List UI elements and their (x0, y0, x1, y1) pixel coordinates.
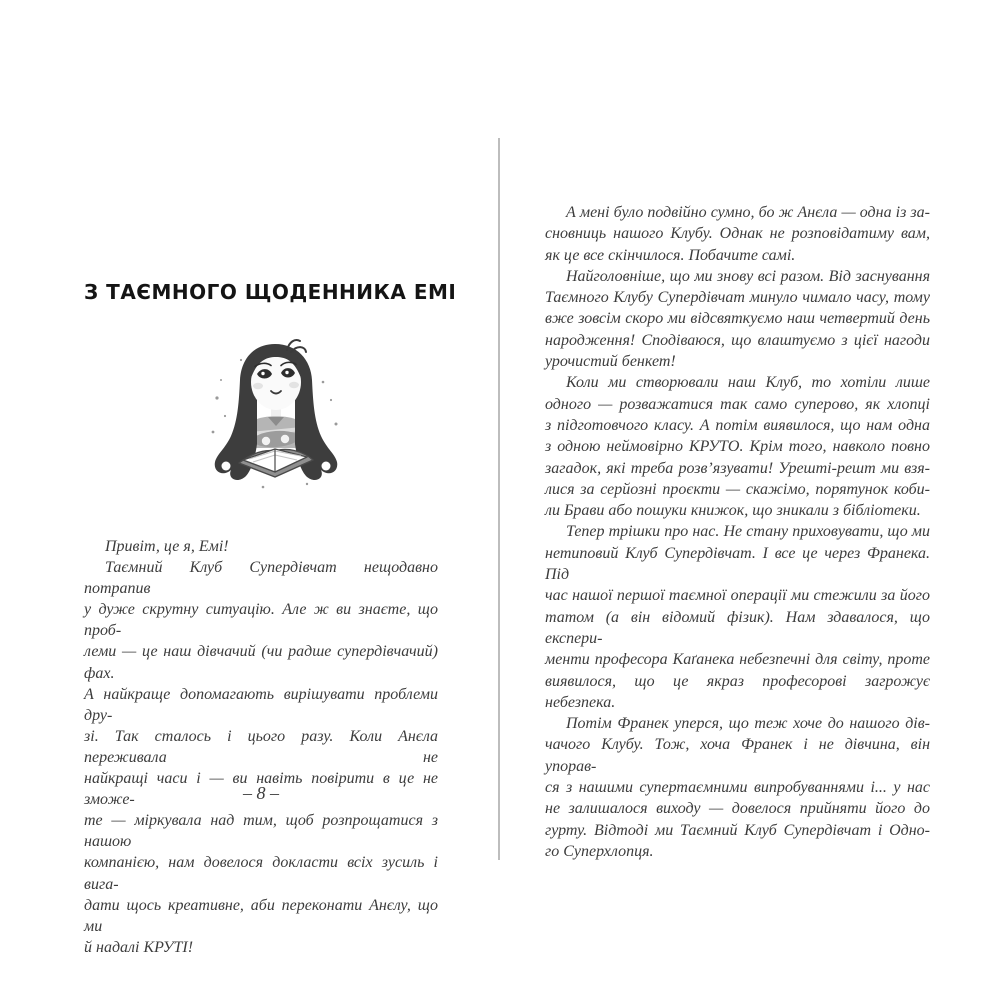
text-line: зі. Так сталось і цього разу. Коли Анєла переживала не (84, 727, 438, 766)
text-line: Таємного Клубу Супердівчат минуло чимало часу, тому (545, 289, 930, 307)
text-line: сновниць нашого Клубу. Однак не розповідатиму вам, (545, 225, 930, 243)
text-line: як це все скінчилося. Побачите самі. (545, 246, 796, 264)
text-line: дати щось креативне, аби переконати Анєлу, що ми (84, 896, 438, 935)
text-line: найкращі часи і — ви навіть повірити в це не зможе- (84, 770, 438, 809)
girl-reading-illustration (205, 336, 345, 496)
text-line: Привіт, це я, Емі! (105, 538, 229, 555)
left-page-body-text (84, 536, 438, 958)
text-line: А мені було подвійно сумно, бо ж Анєла — одна із за- (566, 204, 930, 221)
page-gutter-divider (498, 138, 500, 860)
text-line: те — міркувала над тим, щоб розпрощатися з нашою (84, 812, 438, 851)
text-line: ся з нашими супертаємними випробуваннями і... у нас (545, 779, 930, 797)
text-line: лися за серйозні проєкти — скажімо, порятунок коби- (545, 480, 930, 498)
text-line: вже зовсім скоро ми відсвяткуємо наш четвертий день (545, 310, 930, 328)
text-line: Потім Франек уперся, що теж хоче до нашого дів- (566, 715, 930, 733)
text-line: чачого Клубу. Тож, хоча Франек і не дівчина, він упорав- (545, 736, 930, 775)
text-line: менти професора Каґанека небезпечні для світу, проте (545, 651, 930, 669)
chapter-title: З ТАЄМНОГО ЩОДЕННИКА ЕМІ (84, 280, 457, 304)
text-line: народження! Сподіваюся, що влаштуємо з цієї нагоди (545, 331, 930, 349)
text-line: з підготовчого класу. А потім виявилося, що нам одна (545, 416, 930, 434)
text-line: го Суперхлопця. (545, 842, 654, 860)
text-line: у дуже скрутну ситуацію. Але ж ви знаєте, що проб- (84, 601, 438, 640)
text-line: й надалі КРУТІ! (84, 938, 194, 956)
page-number: – 8 – (243, 783, 279, 803)
text-line: виявилося, що це якраз професорові загрожує небезпека. (545, 672, 930, 711)
text-line: час нашої першої таємної операції ми стежили за його (545, 587, 930, 605)
text-line: Тепер трішки про нас. Не стану приховувати, що ми (566, 523, 930, 541)
text-line: компанією, нам довелося докласти всіх зусиль і вига- (84, 854, 438, 893)
text-line: ли Брави або пошуки книжок, що зникали з бібліотеки. (545, 502, 921, 520)
text-line: Коли ми створювали наш Клуб, то хотіли лише (566, 374, 930, 392)
text-line: загадок, які треба розв’язувати! Урешті-решт ми взя- (545, 459, 930, 477)
text-line: з одною неймовірно КРУТО. Крім того, навколо повно (545, 438, 930, 456)
text-line: нетиповий Клуб Супердівчат. І все це через Франека. Під (545, 544, 930, 584)
text-line: А найкраще допомагають вирішувати проблеми дру- (84, 685, 438, 724)
text-line: татом (а він відомий фізик). Нам здавалося, що експери- (545, 608, 930, 647)
text-line: урочистий бенкет! (545, 353, 676, 371)
text-line: одного — розважатися так само суперово, як хлопці (545, 395, 930, 413)
text-line: Таємний Клуб Супердівчат нещодавно потрапив (84, 559, 438, 598)
text-line: леми — це наш дівчачий (чи радше супердівчачий) фах. (84, 643, 438, 682)
text-line: не залишалося виходу — довелося прийняти його до (545, 800, 930, 818)
text-line: гурту. Відтоді ми Таємний Клуб Супердівчат і Одно- (545, 821, 930, 839)
text-line: Найголовніше, що ми знову всі разом. Від заснування (566, 267, 930, 285)
right-page-body-text (545, 202, 930, 862)
